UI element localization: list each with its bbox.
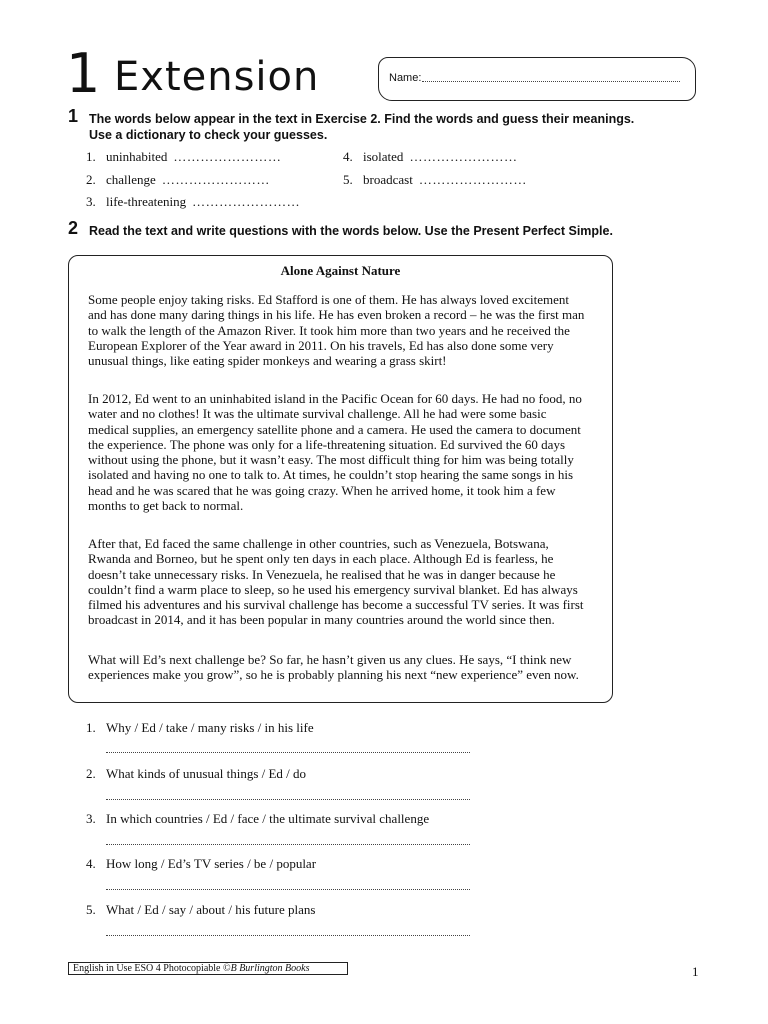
word-number: 3. — [86, 194, 96, 209]
question-item — [86, 856, 316, 872]
answer-line[interactable] — [106, 752, 470, 753]
reading-title: Alone Against Nature — [280, 263, 401, 278]
answer-line[interactable] — [106, 889, 470, 890]
word-number: 5. — [343, 172, 353, 187]
question-item — [86, 902, 315, 918]
question-item — [86, 720, 314, 736]
name-label: Name: — [389, 72, 422, 84]
question-item — [86, 766, 306, 782]
question-number: 1. — [86, 720, 96, 735]
question-number: 5. — [86, 902, 96, 917]
question-prompt: How long / Ed’s TV series / be / popular — [106, 856, 317, 871]
word-text: isolated — [363, 149, 404, 164]
question-item — [86, 811, 429, 827]
page-number: 1 — [692, 964, 699, 979]
reading-paragraph-1: Some people enjoy taking risks. Ed Stafford is one of them. He has always loved excitement and has done many daring things in his life. He has even broken a record – he was the first man to walk the length of the Amazon River. It took him more than two years and he received the European Explorer of the Year award in 2011. On his travels, Ed has also done some very unusual things, like eating spider monkeys and wearing a grass skirt! — [88, 292, 585, 369]
exercise-1-instruction-line1: The words below appear in the text in Exercise 2. Find the words and guess their meanings. — [89, 112, 635, 126]
unit-number: 1 — [66, 42, 101, 105]
word-item — [343, 149, 517, 165]
word-answer-dots[interactable]: …………………… — [173, 149, 282, 164]
word-text: life-threatening — [106, 194, 187, 209]
word-number: 1. — [86, 149, 96, 164]
word-item — [86, 172, 270, 188]
question-number: 3. — [86, 811, 96, 826]
question-prompt: In which countries / Ed / face / the ultimate survival challenge — [106, 811, 430, 826]
word-text: broadcast — [363, 172, 413, 187]
word-answer-dots[interactable]: …………………… — [409, 149, 518, 164]
word-item — [86, 149, 281, 165]
footer-brand: B Burlington Books — [230, 963, 310, 974]
reading-paragraph-2: In 2012, Ed went to an uninhabited island in the Pacific Ocean for 60 days. He had no food, no water and no clothes! It was the ultimate survival challenge. All he had were some basic medical supplies, an emergency satellite phone and a camera. He used the camera to document the experience. The phone was only for a life-threatening situation. Ed survived the 60 days without using the phone, but it wasn’t easy. The most difficult thing for him was being totally isolated and having no one to talk to. At times, he couldn’t stop hearing the same songs in his head and he was scared that he was going crazy. When he arrived home, it took him a few months to get back to normal. — [88, 391, 582, 514]
question-prompt: What / Ed / say / about / his future plans — [106, 902, 316, 917]
exercise-2-number: 2 — [68, 218, 79, 238]
word-number: 4. — [343, 149, 353, 164]
reading-text-box — [68, 255, 613, 703]
name-box[interactable] — [378, 57, 696, 101]
word-text: uninhabited — [106, 149, 168, 164]
name-write-line[interactable] — [422, 81, 680, 82]
question-prompt: What kinds of unusual things / Ed / do — [106, 766, 307, 781]
reading-paragraph-4: What will Ed’s next challenge be? So far, he hasn’t given us any clues. He says, “I think new experiences make you grow”, so he is probably planning his next “new experience” even now. — [88, 652, 579, 683]
answer-line[interactable] — [106, 844, 470, 845]
footer-text: English in Use ESO 4 Photocopiable © — [73, 963, 231, 974]
word-item — [86, 194, 300, 210]
question-number: 4. — [86, 856, 96, 871]
reading-paragraph-3: After that, Ed faced the same challenge in other countries, such as Venezuela, Botswana, Rwanda and Borneo, but he spent only ten days in each place. Although Ed is fearless, he doesn’t take unnecessary risks. In Venezuela, he realised that he was in danger because he couldn’t find a warm place to sleep, so he used his emergency survival blanket. Ed has always filmed his adventures and his survival challenge has become a successful TV series. It was first broadcast in 2014, and it has been popular in many countries around the world since then. — [88, 536, 584, 628]
footer-copyright — [68, 962, 348, 975]
word-answer-dots[interactable]: …………………… — [418, 172, 527, 187]
exercise-2-instruction: Read the text and write questions with the words below. Use the Present Perfect Simple. — [89, 224, 613, 238]
unit-title: Extension — [114, 54, 320, 100]
exercise-1-instruction — [89, 111, 709, 143]
question-prompt: Why / Ed / take / many risks / in his life — [106, 720, 314, 735]
question-number: 2. — [86, 766, 96, 781]
answer-line[interactable] — [106, 799, 470, 800]
word-text: challenge — [106, 172, 156, 187]
word-number: 2. — [86, 172, 96, 187]
exercise-1-instruction-line2: Use a dictionary to check your guesses. — [89, 128, 328, 142]
answer-line[interactable] — [106, 935, 470, 936]
exercise-1-number: 1 — [68, 106, 79, 126]
word-answer-dots[interactable]: …………………… — [161, 172, 270, 187]
word-answer-dots[interactable]: …………………… — [192, 194, 301, 209]
word-item — [343, 172, 527, 188]
